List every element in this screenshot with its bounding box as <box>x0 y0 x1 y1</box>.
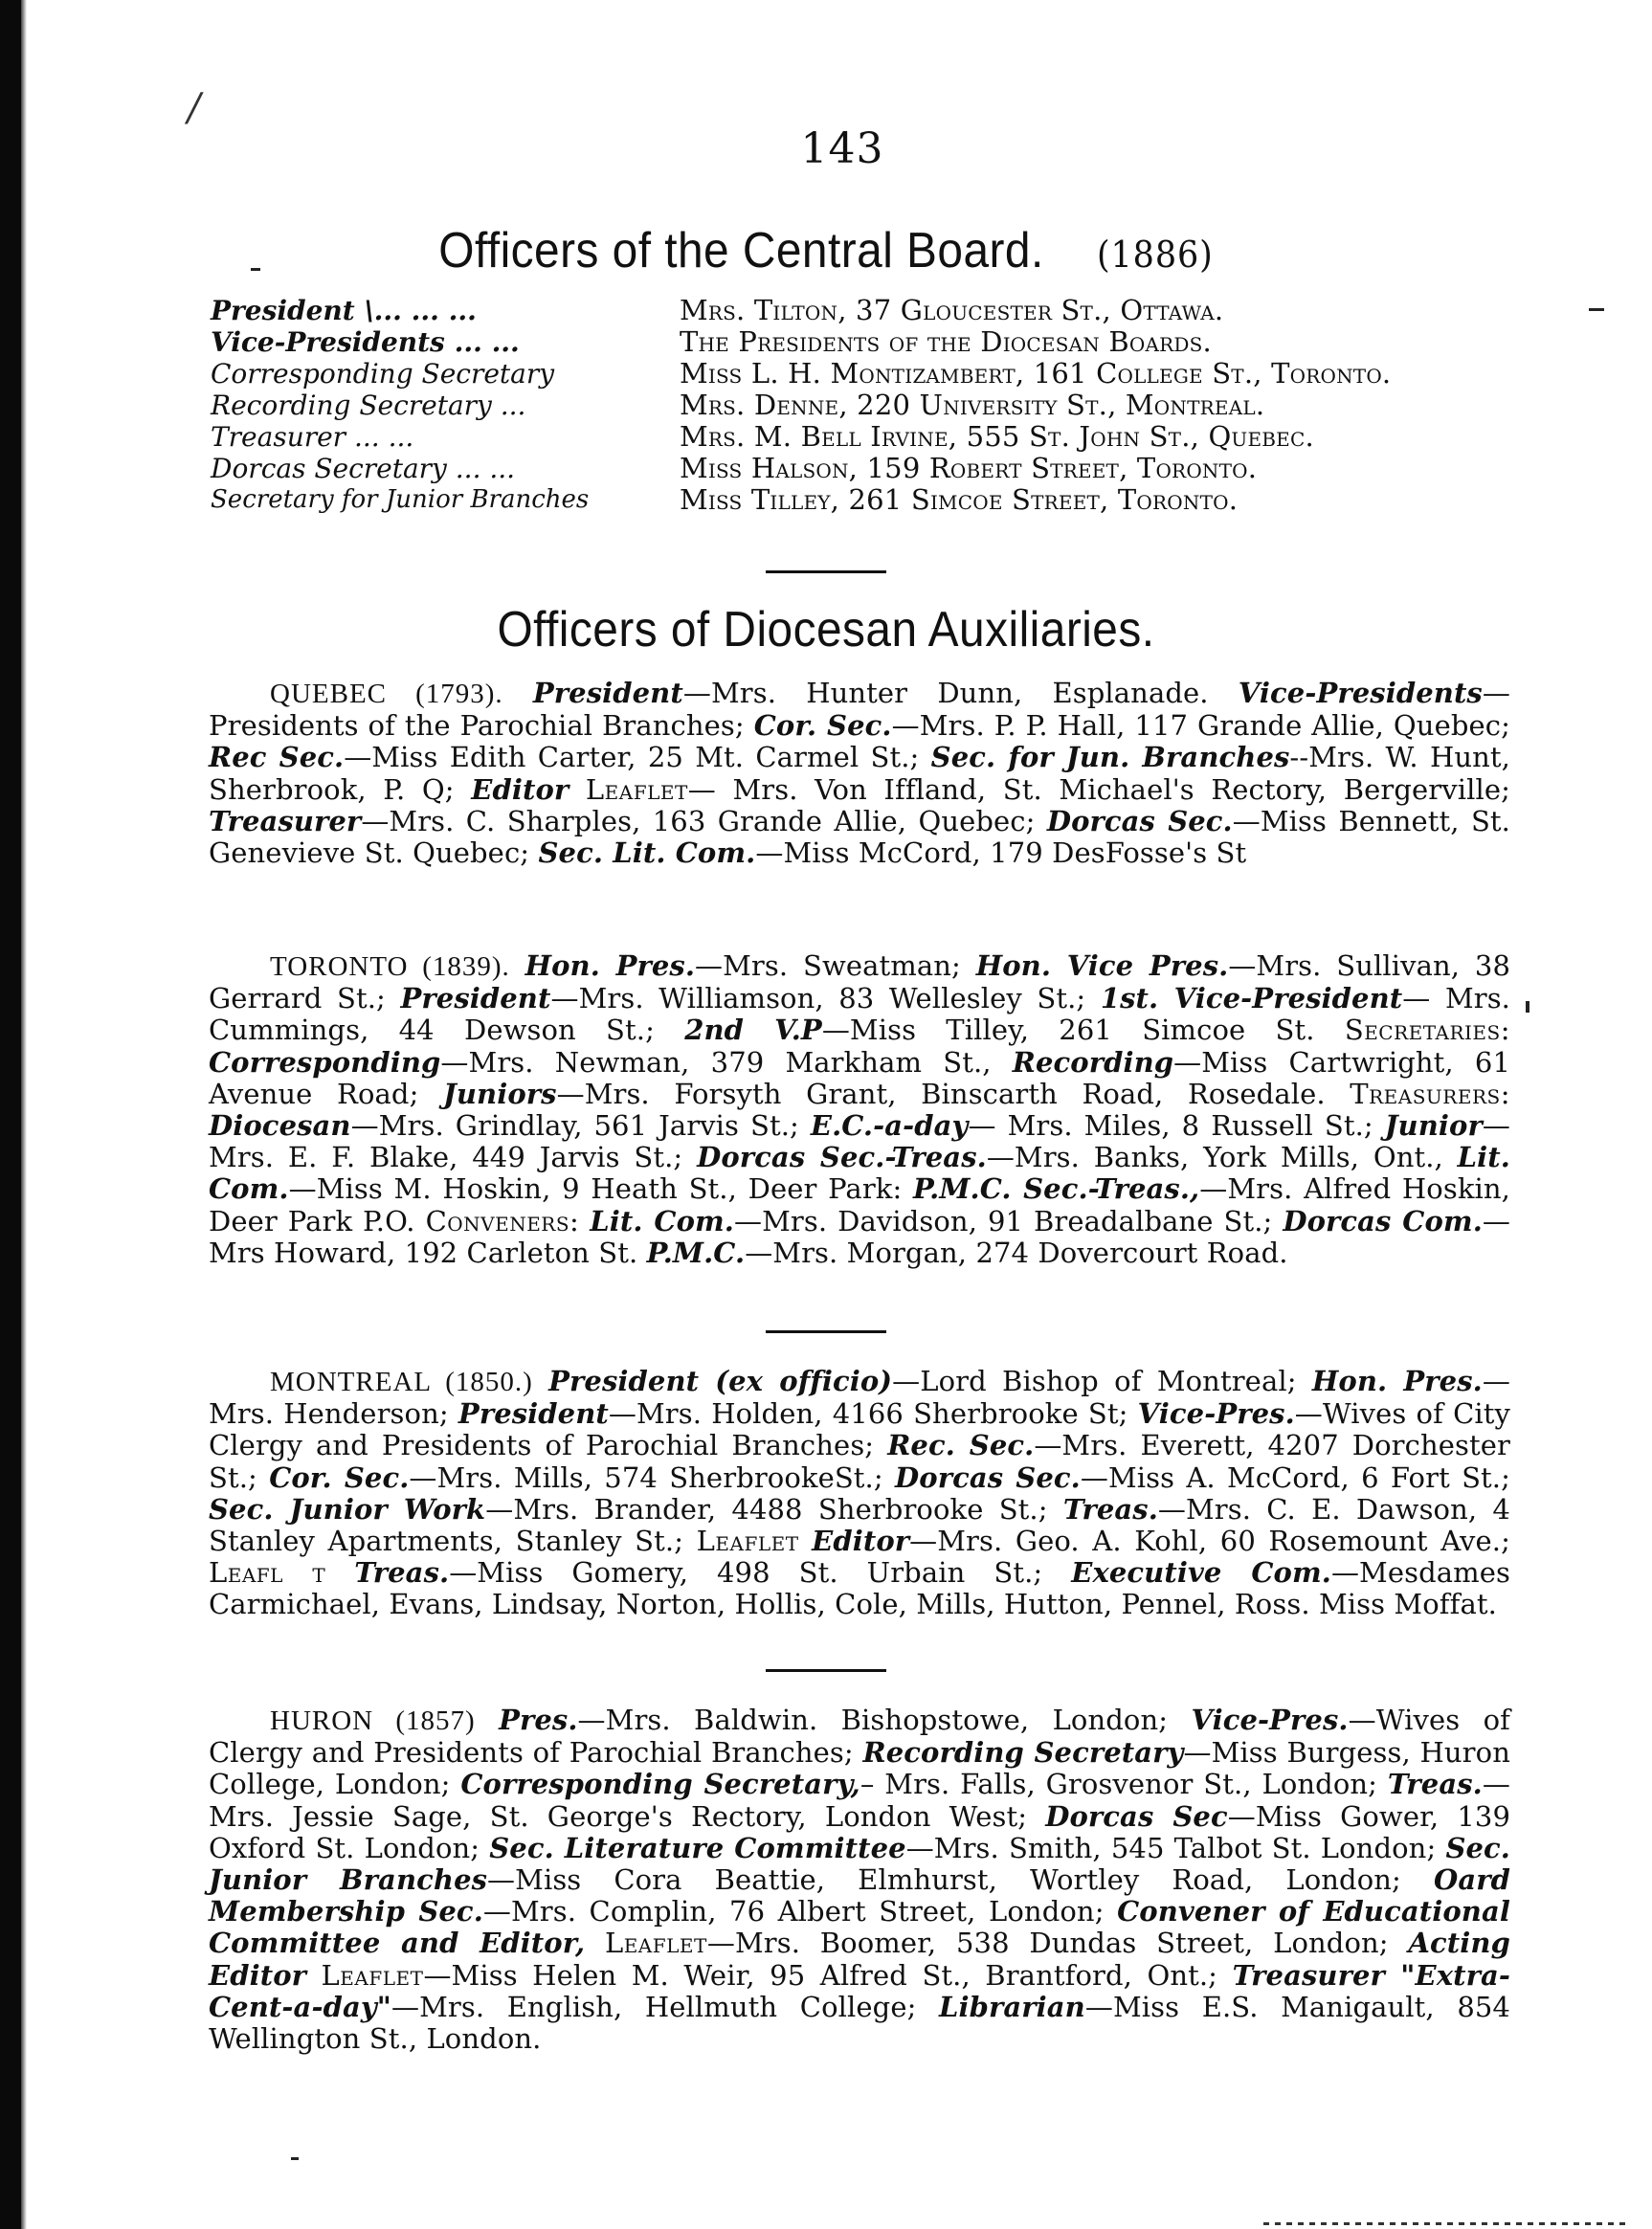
office-holder: —Wives of City Clergy and Presidents of Parochial Branches; <box>209 1397 1511 1462</box>
office-holder: —Miss Tilley, 261 Simcoe St. <box>821 1014 1315 1047</box>
office-title: Executive Com. <box>1071 1556 1331 1590</box>
office-holder: —Miss Gower, 139 Oxford St. London; <box>209 1799 1510 1864</box>
office-title: Convener of Educational Committee and Editor, <box>209 1895 1510 1960</box>
office-holder: —Mrs. Newman, 379 Markham St., <box>440 1045 992 1079</box>
office-holder: —Mrs. Geo. A. Kohl, 60 Rosemount Ave.; <box>909 1525 1510 1558</box>
office-title: Rec. Sec. <box>887 1429 1035 1462</box>
office-title: Corresponding Secretary, <box>460 1768 860 1801</box>
office-title: President <box>532 677 683 709</box>
section-divider <box>766 570 886 573</box>
office-holder: —Mrs. Holden, 4166 Sherbrooke St; <box>608 1397 1128 1431</box>
office-holder: —Mrs Howard, 192 Carleton St. <box>209 1204 1511 1269</box>
central-board-year: (1886) <box>1096 234 1214 276</box>
office-title: Treas. <box>354 1556 450 1590</box>
officer-role: President \... ... ... <box>211 295 477 326</box>
officer-row <box>211 484 1512 516</box>
office-holder: —Miss McCord, 179 DesFosse's St <box>755 836 1247 870</box>
quebec-section <box>209 678 1510 869</box>
section-divider <box>766 1330 886 1333</box>
officer-row <box>211 421 1512 453</box>
office-holder: —Mrs. Williamson, 83 Wellesley St.; <box>550 982 1086 1015</box>
office-holder: —Mrs. C. E. Dawson, 4 Stanley Apartments, Stanley St.; <box>209 1492 1510 1558</box>
office-holder: —Mrs. Sullivan, 38 Gerrard St.; <box>209 949 1510 1015</box>
office-holder: —Mrs. Smith, 545 Talbot St. London; <box>905 1831 1437 1864</box>
office-holder: —Mrs. C. Sharples, 163 Grande Allie, Quebec; <box>361 804 1036 837</box>
diocese-name: QUEBEC (1793). <box>270 679 503 709</box>
office-title: Diocesan <box>209 1109 351 1143</box>
office-holder: — Mrs. Cummings, 44 Dewson St.; <box>209 982 1510 1047</box>
office-title: P.M.C. <box>646 1236 746 1269</box>
binding-shadow <box>21 0 27 2229</box>
office-title: Juniors <box>443 1077 557 1110</box>
office-holder: —Mrs. English, Hellmuth College; <box>391 1990 917 2023</box>
officer-name: Mrs. M. Bell Irvine, 555 St. John St., Quebec. <box>680 420 1314 453</box>
ink-speck <box>1589 308 1604 311</box>
office-holder: —Mrs. Grindlay, 561 Jarvis St.; <box>350 1109 799 1143</box>
office-title: Sec. Literature Committee <box>489 1831 906 1864</box>
office-title: Dorcas Sec <box>1045 1799 1228 1833</box>
office-holder: —Mrs. Forsyth Grant, Binscarth Road, Rosedale. <box>556 1077 1326 1110</box>
group-heading: Treasurers: <box>1350 1077 1510 1110</box>
officer-row <box>211 453 1512 484</box>
officer-name: Miss L. H. Montizambert, 161 College St., Toronto. <box>680 357 1392 390</box>
group-heading: Secretaries: <box>1344 1014 1510 1047</box>
office-holder: —Miss Helen M. Weir, 95 Alfred St., Brantford, Ont.; <box>423 1958 1218 1992</box>
publication-name: Leaflet <box>321 1958 424 1992</box>
diocese-name: HURON (1857) <box>270 1705 476 1736</box>
office-title: E.C.-a-day <box>810 1109 969 1143</box>
officer-name: The Presidents of the Diocesan Boards. <box>680 325 1212 358</box>
office-holder: —Miss Cora Beattie, Elmhurst, Wortley Road, London; <box>487 1863 1401 1897</box>
officer-role: Secretary for Junior Branches <box>211 485 590 514</box>
office-title: Vice-Pres. <box>1137 1397 1295 1431</box>
office-holder: —Mrs. Davidson, 91 Breadalbane St.; <box>734 1204 1273 1237</box>
office-title: Pres. <box>499 1704 578 1736</box>
office-title: President <box>458 1397 609 1431</box>
group-heading: Conveners: <box>425 1204 580 1237</box>
office-holder: —Mrs. Banks, York Mills, Ont., <box>986 1141 1443 1174</box>
office-title: Junior <box>1384 1109 1483 1143</box>
office-holder: —Mrs. Complin, 76 Albert Street, London; <box>482 1895 1105 1928</box>
office-holder: — Presidents of the Parochial Branches; <box>209 677 1510 743</box>
central-board-title: Officers of the Central Board. <box>438 223 1044 279</box>
huron-section <box>209 1705 1510 2055</box>
scan-noise <box>1263 2222 1627 2225</box>
office-title: Sec. Junior Branches <box>209 1831 1511 1897</box>
publication-name: Leaflet <box>604 1927 707 1960</box>
office-holder: —Mrs. Brander, 4488 Sherbrooke St.; <box>485 1492 1048 1526</box>
office-title: Oard Membership Sec. <box>209 1863 1510 1928</box>
office-title: Treasurer <box>209 804 362 837</box>
office-title: Sec. for Jun. Branches <box>930 741 1290 774</box>
office-title: Cor. Sec. <box>753 709 892 743</box>
office-holder: —Mrs. Morgan, 274 Dovercourt Road. <box>745 1236 1288 1269</box>
office-title: Dorcas Com. <box>1283 1204 1483 1237</box>
office-title: President (ex officio) <box>548 1365 893 1397</box>
officer-name: Miss Halson, 159 Robert Street, Toronto. <box>680 452 1258 484</box>
office-title: Dorcas Sec. <box>1046 804 1233 837</box>
ink-speck <box>291 2157 299 2160</box>
office-title: Sec. Junior Work <box>209 1492 486 1526</box>
office-holder: —Miss M. Hoskin, 9 Heath St., Deer Park: <box>288 1172 903 1206</box>
officer-name: Mrs. Denne, 220 University St., Montreal. <box>680 389 1265 421</box>
office-holder: —Mrs. Henderson; <box>209 1365 1510 1431</box>
office-holder: — Mrs. Miles, 8 Russell St.; <box>968 1109 1373 1143</box>
office-holder: —Mrs. Everett, 4207 Dorchester St.; <box>209 1429 1510 1494</box>
office-holder: —Mrs. Hunter Dunn, Esplanade. <box>682 677 1209 709</box>
office-title: Dorcas Sec.-Treas. <box>697 1141 987 1174</box>
office-title: 1st. Vice-President <box>1100 982 1403 1015</box>
page-binding-edge <box>0 0 21 2229</box>
office-holder: —Mrs. Boomer, 538 Dundas Street, London; <box>706 1927 1389 1960</box>
office-holder: —Mrs. Alfred Hoskin, Deer Park P.O. <box>209 1172 1510 1237</box>
office-title: Hon. Pres. <box>1311 1365 1483 1397</box>
office-holder: —Miss Bennett, St. Genevieve St. Quebec; <box>209 804 1510 870</box>
officer-role: Dorcas Secretary ... ... <box>211 453 516 484</box>
office-holder: —Miss Edith Carter, 25 Mt. Carmel St.; <box>344 741 920 774</box>
office-title: 2nd V.P <box>684 1014 822 1047</box>
office-title: Treasurer "Extra-Cent-a-day" <box>209 1958 1510 2023</box>
office-title: P.M.C. Sec.-Treas., <box>913 1172 1200 1206</box>
officer-row <box>211 390 1512 421</box>
publication-name: Leaflet <box>585 772 688 806</box>
publication-name: Leaflet <box>696 1525 799 1558</box>
diocese-name: TORONTO (1839). <box>270 951 510 982</box>
office-holder: — Mrs. Von Iffland, St. Michael's Rectory, Bergerville; <box>687 772 1510 806</box>
office-title: Cor. Sec. <box>269 1460 410 1494</box>
office-title: President <box>400 982 551 1015</box>
office-title: Editor <box>471 772 569 806</box>
toronto-section <box>209 950 1510 1269</box>
diocese-name: MONTREAL (1850.) <box>270 1367 533 1397</box>
office-holder: —Mesdames Carmichael, Evans, Lindsay, Norton, Hollis, Cole, Mills, Hutton, Pennel, Ross. Miss Moffat. <box>209 1556 1510 1621</box>
office-title: Rec Sec. <box>209 741 345 774</box>
office-holder: —Mrs. Baldwin. Bishopstowe, London; <box>577 1704 1169 1736</box>
section-divider <box>766 1669 886 1672</box>
central-board-officers <box>211 295 1512 516</box>
diocesan-heading: Officers of Diocesan Auxiliaries. <box>497 602 1155 658</box>
officer-name: Miss Tilley, 261 Simcoe Street, Toronto. <box>680 483 1239 516</box>
office-title: Hon. Vice Pres. <box>975 949 1229 982</box>
office-holder: —Miss Cartwright, 61 Avenue Road; <box>209 1045 1510 1110</box>
office-holder: —Mrs. P. P. Hall, 117 Grande Allie, Quebec; <box>891 709 1510 743</box>
central-board-heading <box>66 222 1586 279</box>
office-holder: --Mrs. W. Hunt, Sherbrook, P. Q; <box>209 741 1510 806</box>
montreal-section <box>209 1366 1510 1621</box>
officer-name: Mrs. Tilton, 37 Gloucester St., Ottawa. <box>680 294 1224 326</box>
office-holder: —Miss Gomery, 498 St. Urbain St.; <box>449 1556 1043 1590</box>
office-title: Corresponding <box>209 1045 441 1079</box>
office-holder: —Miss A. McCord, 6 Fort St.; <box>1080 1460 1510 1494</box>
officer-row <box>211 295 1512 326</box>
office-title: Vice-Presidents <box>1238 677 1483 709</box>
office-title: Dorcas Sec. <box>895 1460 1081 1494</box>
margin-mark: / <box>188 86 201 130</box>
office-holder: —Mrs. E. F. Blake, 449 Jarvis St.; <box>209 1109 1510 1174</box>
office-title: Vice-Pres. <box>1191 1704 1349 1736</box>
officer-role: Treasurer ... ... <box>211 421 414 453</box>
officer-role: Corresponding Secretary <box>211 358 555 390</box>
office-title: Librarian <box>939 1990 1085 2023</box>
officer-role: Recording Secretary ... <box>211 390 526 421</box>
office-title: Lit. Com. <box>209 1141 1510 1206</box>
office-title: Treas. <box>1062 1492 1158 1526</box>
office-holder: —Mrs. Jessie Sage, St. George's Rectory, London West; <box>209 1768 1510 1833</box>
page-number: 143 <box>800 124 884 173</box>
office-title: Recording <box>1012 1045 1174 1079</box>
office-title: Hon. Pres. <box>525 949 696 982</box>
office-holder: —Mrs. Mills, 574 SherbrookeSt.; <box>409 1460 883 1494</box>
office-holder: – Mrs. Falls, Grosvenor St., London; <box>859 1768 1378 1801</box>
officer-row <box>211 358 1512 390</box>
ink-speck <box>1526 1001 1529 1013</box>
office-holder: —Lord Bishop of Montreal; <box>892 1365 1297 1397</box>
office-title: Acting Editor <box>209 1927 1510 1992</box>
officer-role: Vice-Presidents ... ... <box>211 326 520 358</box>
office-holder: —Wives of Clergy and Presidents of Parochial Branches; <box>209 1704 1510 1770</box>
office-title: Sec. Lit. Com. <box>538 836 756 870</box>
office-title: Lit. Com. <box>590 1204 735 1237</box>
publication-name: Leafl t <box>209 1556 326 1590</box>
office-holder: —Mrs. Sweatman; <box>695 949 961 982</box>
office-title: Treas. <box>1387 1768 1483 1801</box>
office-title: Editor <box>812 1525 910 1558</box>
office-holder: —Miss Burgess, Huron College, London; <box>209 1736 1510 1801</box>
office-holder: —Miss E.S. Manigault, 854 Wellington St., London. <box>209 1990 1510 2056</box>
officer-row <box>211 326 1512 358</box>
office-title: Recording Secretary <box>862 1736 1184 1770</box>
